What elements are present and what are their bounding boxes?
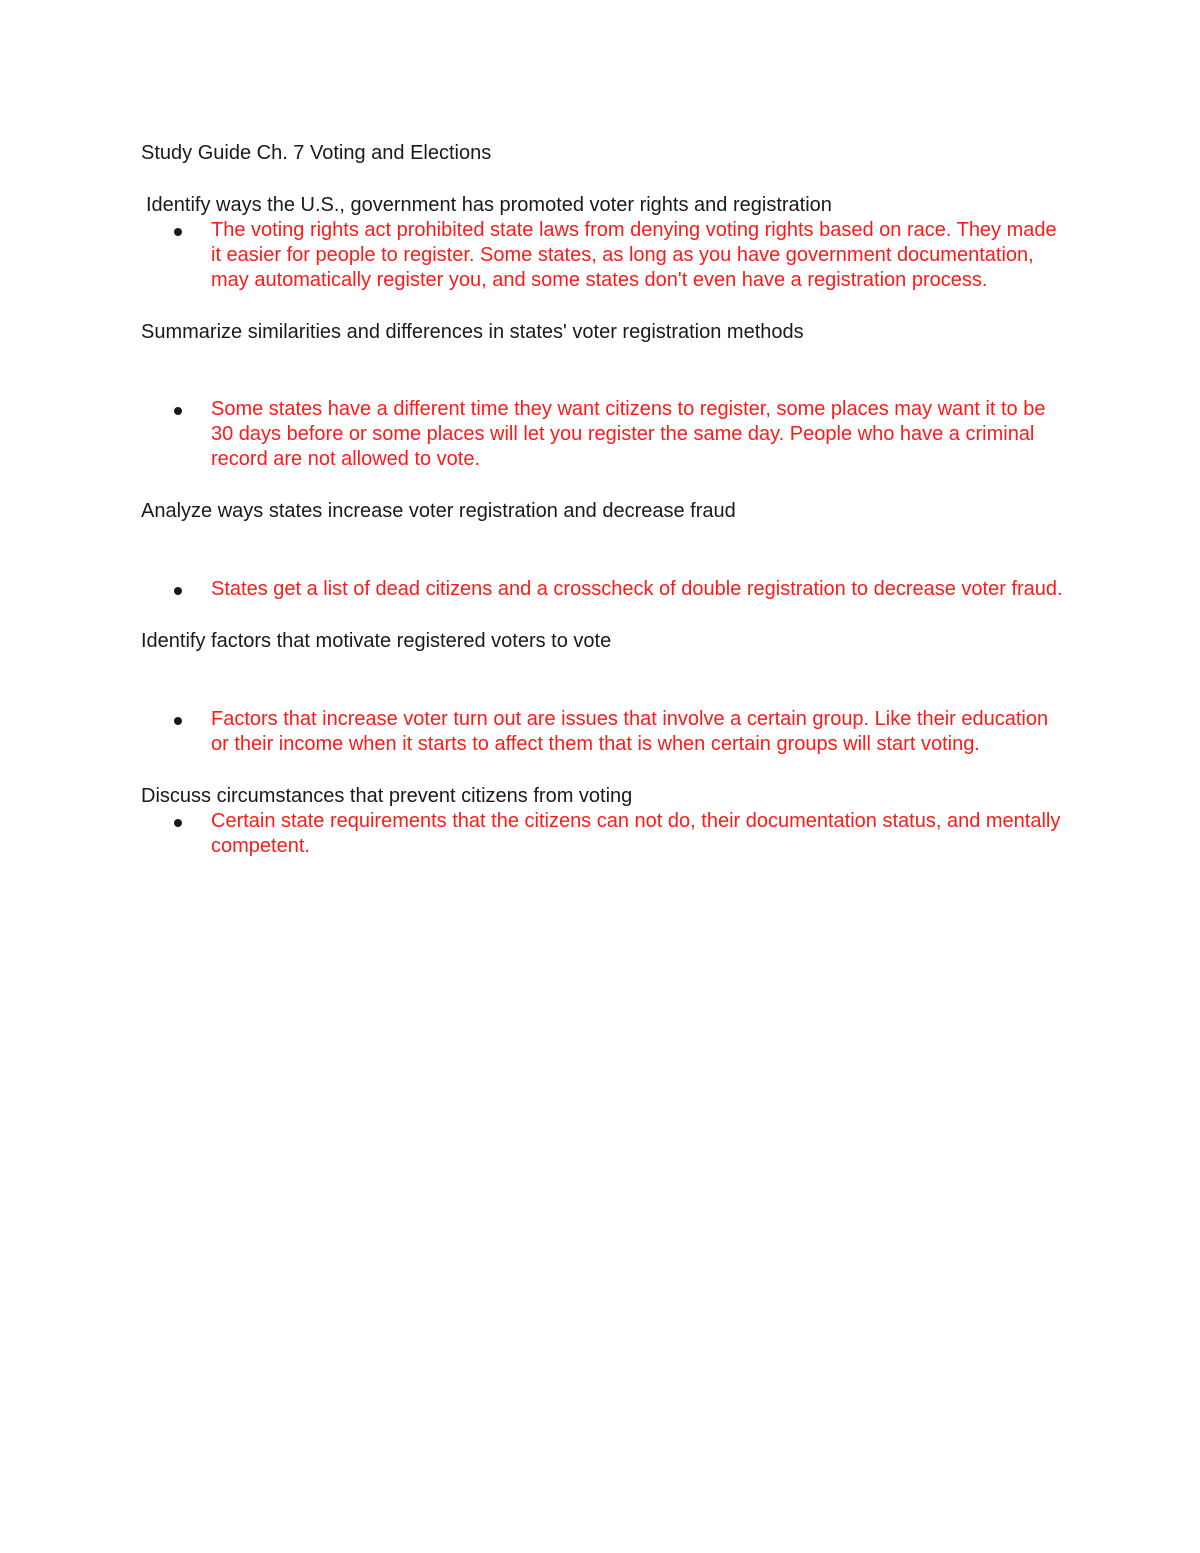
answer-item: [141, 218, 1071, 293]
bullet-icon: [174, 407, 182, 415]
answer-text: States get a list of dead citizens and a crosscheck of double registration to decrease voter fraud.: [211, 578, 1063, 600]
bullet-icon: [174, 819, 182, 827]
section-voter-motivation: [141, 629, 1071, 757]
answer-item: [141, 397, 1071, 472]
bullet-icon: [174, 587, 182, 595]
question-heading: Summarize similarities and differences in states' voter registration methods: [141, 321, 804, 343]
answer-text: The voting rights act prohibited state laws from denying voting rights based on race. They made it easier for people to register. Some states, as long as you have government documentation, may automatically register you, and some states don't even have a registration process.: [211, 219, 1057, 291]
bullet-icon: [174, 717, 182, 725]
section-registration-methods: [141, 320, 1071, 472]
document-body: [141, 141, 1071, 859]
bullet-icon: [174, 228, 182, 236]
answer-list: [141, 809, 1071, 859]
document-title: Study Guide Ch. 7 Voting and Elections: [141, 142, 492, 164]
question-heading: Analyze ways states increase voter registration and decrease fraud: [141, 500, 736, 522]
answer-item: [141, 577, 1071, 602]
question-heading: Identify ways the U.S., government has promoted voter rights and registration: [146, 194, 832, 216]
section-voter-rights: [141, 193, 1071, 293]
answer-text: Some states have a different time they want citizens to register, some places may want it to be 30 days before or some places will let you register the same day. People who have a criminal record are not allowed to vote.: [211, 398, 1046, 470]
answer-item: [141, 707, 1071, 757]
section-registration-fraud: [141, 499, 1071, 602]
answer-text: Factors that increase voter turn out are issues that involve a certain group. Like their education or their income when it starts to affect them that is when certain groups will start voting.: [211, 708, 1049, 755]
answer-list: [141, 218, 1071, 293]
answer-list: [141, 707, 1071, 757]
section-voting-barriers: [141, 784, 1071, 859]
answer-text: Certain state requirements that the citizens can not do, their documentation status, and mentally competent.: [211, 810, 1061, 857]
question-heading: Discuss circumstances that prevent citizens from voting: [141, 785, 633, 807]
answer-item: [141, 809, 1071, 859]
answer-list: [141, 397, 1071, 472]
question-heading: Identify factors that motivate registered voters to vote: [141, 630, 612, 652]
answer-list: [141, 577, 1071, 602]
